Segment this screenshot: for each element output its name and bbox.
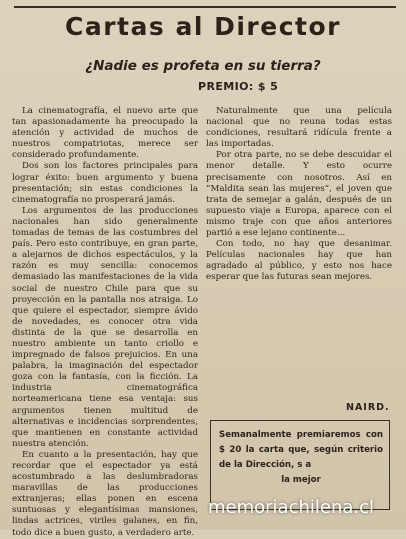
letter-column-right [206,106,392,396]
top-rule [14,6,396,8]
prize-label: PREMIO: $ 5 [198,80,279,93]
letter-headline: ¿Nadie es profeta en su tierra? [85,58,321,74]
letter-paragraph: Naturalmente que una película nacional que no reuna todas estas condiciones, resultará ridícula frente a las importadas. [206,106,392,150]
letter-paragraph: Por otra parte, no se debe descuidar el menor detalle. Y esto ocurre precisamente con nosotros. Así en “Maldita sean las mujeres”, el joven que trata de semejar a galán, después de un supuesto viaje a Europa, aparece con el mismo traje con que años anteriores partió a ese lejano continente... [206,150,392,239]
letter-signature: NAIRD. [346,402,390,413]
section-title: Cartas al Director [65,12,341,41]
contest-notice-text: Semanalmente premiaremos con $ 20 la carta que, según criterio de la Dirección, s a [219,430,383,470]
letter-column-left [12,106,198,538]
contest-notice-last-line: la mejor [281,475,321,485]
letter-paragraph: Dos son los factores principales para lograr éxito: buen argumento y buena presentación; sin estas condiciones la cinematografía no prosperará jamás. [12,161,198,205]
letter-paragraph: Con todo, no hay que desanimar. Películas nacionales hay que han agradado al público, y esto nos hace esperar que las futuras sean mejores. [206,239,392,283]
letter-paragraph: En cuanto a la presentación, hay que recordar que el espectador ya está acostumbrado a las deslumbradoras maravillas de las producciones extranjeras; ellas ponen en escena suntuosas y elegantísimas mansiones, lindas actrices, viriles galanes, en fin, todo dice a buen gusto, a verdadero arte. [12,449,198,538]
archive-watermark: memoriachilena.cl [208,497,375,518]
letter-paragraph: La cinematografía, el nuevo arte que tan apasionadamente ha preocupado la atención y actividad de muchos de nuestros compatriotas, merece ser considerado profundamente. [12,106,198,161]
letter-paragraph: Los argumentos de las producciones nacionales han sido generalmente tomadas de temas de las costumbres del país. Pero esto contribuye, en gran parte, a alejarnos de dichos espectáculos, y la razón es muy sencilla: conocemos demasiado las manifestaciones de la vida social de nuestro Chile para que su proyección en la pantalla nos atraiga. Lo que quiere el espectador, siempre ávido de novedades, es conocer otra vida distinta de la que se desarrolla en nuestro ambiente un tanto criollo e impregnado de falsos prejuicios. En una palabra, la imaginación del espectador goza con la fantasía, con la ficción. La industria cinematográfica norteamericana tiene esa ventaja: sus argumentos tienen multitud de alternativas e incidencias sorprendentes, que mantienen en constante actividad nuestra atención. [12,205,198,449]
